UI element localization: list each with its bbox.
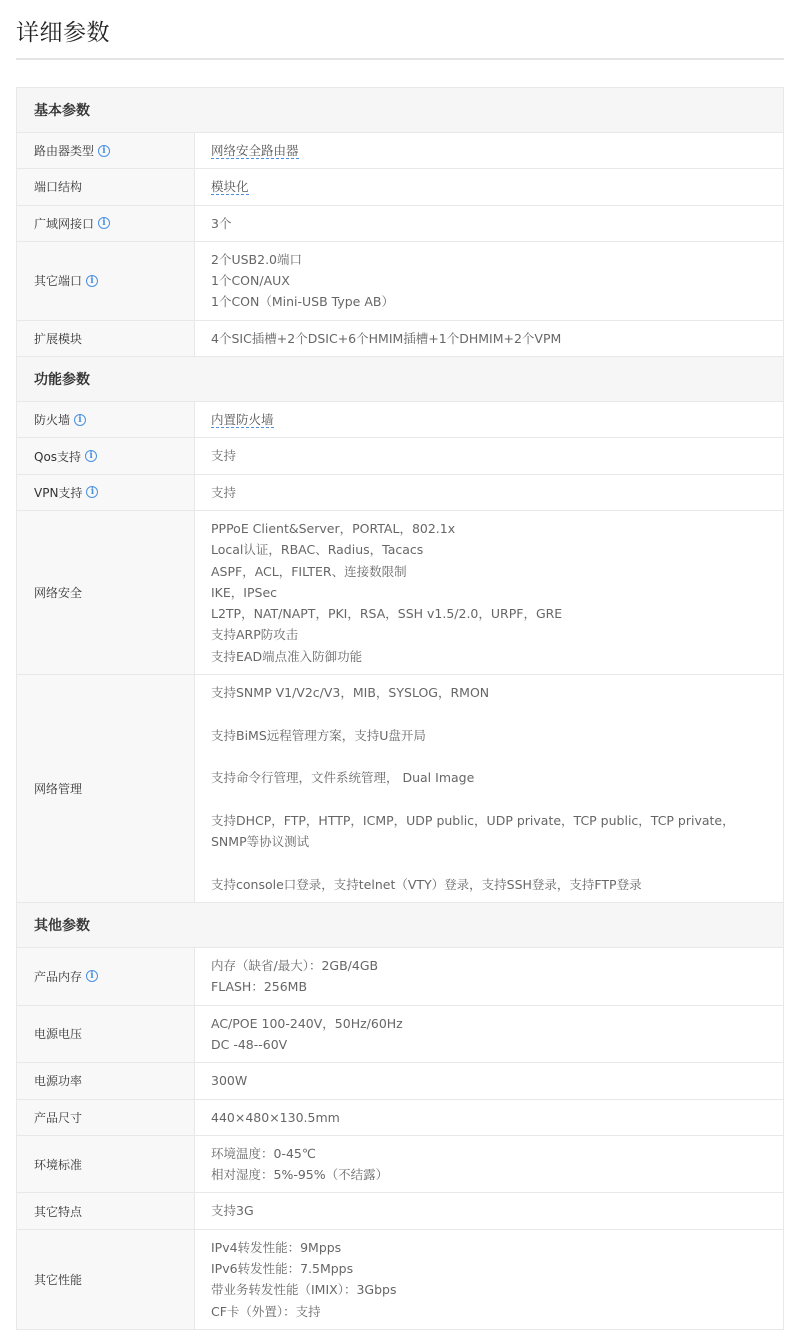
spec-row xyxy=(17,1100,783,1136)
spec-value-line: 带业务转发性能（IMIX）：3Gbps xyxy=(211,1282,397,1298)
spec-label-cell xyxy=(17,1100,195,1135)
spec-value-line: 2个USB2.0端口 xyxy=(211,251,302,267)
spec-value-line: 相对湿度：5%-95%（不结露） xyxy=(211,1167,389,1183)
info-icon[interactable]: i xyxy=(98,217,110,229)
spec-value-cell xyxy=(195,242,783,320)
spec-value-line xyxy=(211,140,767,161)
spec-label-cell xyxy=(17,169,195,204)
spec-value-line: 支持ARP防攻击 xyxy=(211,627,299,643)
spec-row xyxy=(17,1063,783,1099)
info-icon[interactable]: i xyxy=(98,145,110,157)
spec-label-cell xyxy=(17,1006,195,1063)
spec-row xyxy=(17,402,783,438)
spec-value-line: IKE，IPSec xyxy=(211,584,278,600)
spec-value-cell xyxy=(195,321,783,356)
spec-value-line: 环境温度：0-45℃ xyxy=(211,1145,316,1161)
spec-value-cell xyxy=(195,475,783,510)
info-icon[interactable]: i xyxy=(86,275,98,287)
spec-row xyxy=(17,1230,783,1330)
spec-value-line: 3个 xyxy=(211,215,232,231)
spec-value-line: 支持EAD端点准入防御功能 xyxy=(211,648,363,664)
spec-label-cell xyxy=(17,438,195,473)
spec-value-cell xyxy=(195,438,783,473)
spec-value-line: 支持命令行管理，文件系统管理， Dual Image xyxy=(211,770,475,786)
spec-label: 网络安全 xyxy=(34,586,83,600)
spec-label-cell xyxy=(17,675,195,902)
spec-value-line: 支持3G xyxy=(211,1203,254,1219)
spec-value-line: FLASH：256MB xyxy=(211,979,308,995)
spec-value-line xyxy=(211,703,767,724)
spec-row xyxy=(17,133,783,169)
spec-value-cell xyxy=(195,948,783,1005)
spec-value-cell xyxy=(195,675,783,902)
spec-row xyxy=(17,475,783,511)
spec-table xyxy=(16,87,784,1330)
spec-label: 网络管理 xyxy=(34,782,83,797)
spec-label: VPN支持 xyxy=(34,485,83,500)
spec-row xyxy=(17,675,783,903)
title-divider xyxy=(16,58,784,60)
section-header: 功能参数 xyxy=(17,357,783,402)
spec-value-line: 支持 xyxy=(211,448,237,464)
spec-row xyxy=(17,169,783,205)
spec-label-cell xyxy=(17,948,195,1005)
spec-value-cell xyxy=(195,1230,783,1329)
spec-label-cell xyxy=(17,206,195,241)
info-icon[interactable]: i xyxy=(86,486,98,498)
spec-label: 路由器类型 xyxy=(34,144,95,159)
spec-value-line: PPPoE Client&Server，PORTAL，802.1x xyxy=(211,520,456,536)
spec-label: 产品尺寸 xyxy=(34,1110,83,1125)
spec-value-link[interactable]: 内置防火墙 xyxy=(211,412,274,428)
spec-value-line: IPv6转发性能：7.5Mpps xyxy=(211,1260,354,1276)
spec-value-line: ASPF，ACL，FILTER、连接数限制 xyxy=(211,563,407,579)
spec-row xyxy=(17,438,783,474)
spec-label: 广域网接口 xyxy=(34,216,95,231)
spec-row xyxy=(17,242,783,321)
spec-value-line: DC -48--60V xyxy=(211,1036,288,1052)
spec-row xyxy=(17,1006,783,1064)
spec-label: 端口结构 xyxy=(34,180,83,195)
spec-label: 电源电压 xyxy=(34,1027,83,1042)
spec-value-cell xyxy=(195,133,783,168)
spec-row xyxy=(17,1136,783,1194)
spec-value-line: 300W xyxy=(211,1073,248,1089)
spec-label: 其它端口 xyxy=(34,274,83,289)
spec-value-cell xyxy=(195,1136,783,1193)
spec-value-line xyxy=(211,176,767,197)
spec-value-cell xyxy=(195,402,783,437)
spec-value-line: 支持DHCP，FTP，HTTP，ICMP，UDP public，UDP private，TCP public，TCP private，SNMP等协议测试 xyxy=(211,812,735,850)
spec-label: 其它特点 xyxy=(34,1204,83,1219)
spec-label: Qos支持 xyxy=(34,449,82,464)
section-header: 基本参数 xyxy=(17,88,783,133)
spec-value-line xyxy=(211,789,767,810)
spec-label-cell xyxy=(17,1230,195,1329)
spec-value-line: 1个CON/AUX xyxy=(211,273,290,289)
page-title: 详细参数 xyxy=(16,20,110,46)
spec-value-cell xyxy=(195,1193,783,1228)
spec-value-link[interactable]: 模块化 xyxy=(211,179,249,195)
spec-label: 防火墙 xyxy=(34,413,71,428)
info-icon[interactable]: i xyxy=(85,450,97,462)
spec-label: 产品内存 xyxy=(34,969,83,984)
spec-value-line: 支持console口登录，支持telnet（VTY）登录，支持SSH登录，支持FTP登录 xyxy=(211,876,642,892)
spec-label-cell xyxy=(17,133,195,168)
spec-value-line: 440×480×130.5mm xyxy=(211,1109,340,1125)
spec-value-line xyxy=(211,409,767,430)
spec-label: 其它性能 xyxy=(34,1272,83,1287)
spec-value-cell xyxy=(195,1006,783,1063)
spec-label: 扩展模块 xyxy=(34,331,83,346)
spec-label-cell xyxy=(17,511,195,674)
spec-value-line: AC/POE 100-240V，50Hz/60Hz xyxy=(211,1015,403,1031)
info-icon[interactable]: i xyxy=(74,414,86,426)
spec-value-cell xyxy=(195,1100,783,1135)
spec-row xyxy=(17,321,783,357)
spec-value-line: IPv4转发性能：9Mpps xyxy=(211,1239,342,1255)
spec-label-cell xyxy=(17,1136,195,1193)
spec-label-cell xyxy=(17,242,195,320)
spec-label-cell xyxy=(17,321,195,356)
spec-value-line: 支持SNMP V1/V2c/V3，MIB，SYSLOG，RMON xyxy=(211,685,490,701)
spec-value-cell xyxy=(195,206,783,241)
spec-value-link[interactable]: 网络安全路由器 xyxy=(211,143,299,158)
spec-label-cell xyxy=(17,1063,195,1098)
spec-label-cell xyxy=(17,402,195,437)
spec-label: 电源功率 xyxy=(34,1074,83,1089)
spec-value-line: 1个CON（Mini-USB Type AB） xyxy=(211,294,394,310)
spec-value-line: L2TP，NAT/NAPT，PKI，RSA，SSH v1.5/2.0，URPF，GRE xyxy=(211,606,563,622)
spec-row xyxy=(17,511,783,675)
spec-value-line xyxy=(211,746,767,767)
spec-value-cell xyxy=(195,1063,783,1098)
spec-label: 环境标准 xyxy=(34,1157,83,1172)
spec-row xyxy=(17,948,783,1006)
spec-value-line: 4个SIC插槽+2个DSIC+6个HMIM插槽+1个DHMIM+2个VPM xyxy=(211,330,562,346)
spec-row xyxy=(17,1193,783,1229)
spec-value-cell xyxy=(195,169,783,204)
spec-label-cell xyxy=(17,475,195,510)
spec-row xyxy=(17,206,783,242)
spec-value-line xyxy=(211,852,767,873)
spec-value-line: Local认证，RBAC、Radius，Tacacs xyxy=(211,542,424,558)
spec-value-line: 内存（缺省/最大）：2GB/4GB xyxy=(211,958,379,974)
spec-value-line: 支持BiMS远程管理方案，支持U盘开局 xyxy=(211,727,426,743)
info-icon[interactable]: i xyxy=(86,970,98,982)
spec-value-cell xyxy=(195,511,783,674)
section-header: 其他参数 xyxy=(17,903,783,948)
spec-value-line: CF卡（外置）：支持 xyxy=(211,1303,321,1319)
spec-value-line: 支持 xyxy=(211,484,237,500)
spec-label-cell xyxy=(17,1193,195,1228)
